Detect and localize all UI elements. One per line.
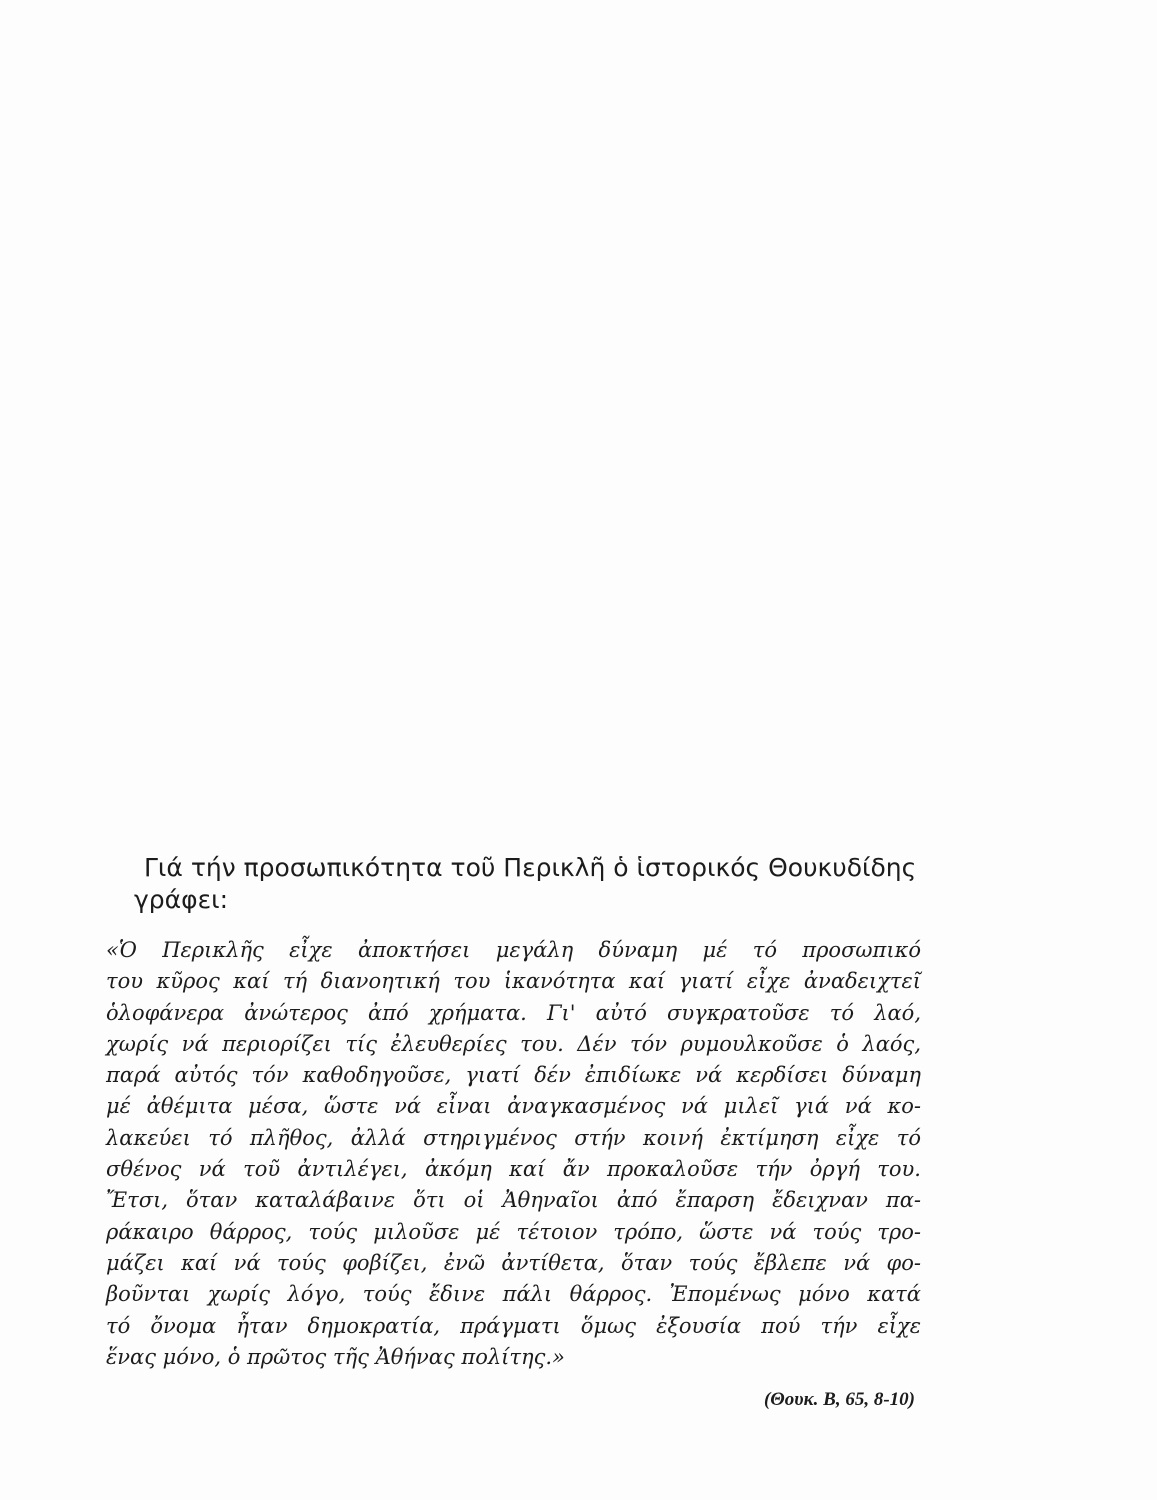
quote-line: του κῦρος καί τή διανοητική του ἱκανότητα καί γιατί εἶχε ἀναδειχτεῖ (106, 969, 921, 994)
quote-line: ράκαιρο θάρρος, τούς μιλοῦσε μέ τέτοιον τρόπο, ὥστε νά τούς τρο- (106, 1219, 921, 1244)
quote-line: «Ὁ Περικλῆς εἶχε ἀποκτήσει μεγάλη δύναμη μέ τό προσωπικό (106, 938, 921, 962)
thucydides-quote (106, 935, 921, 1373)
quote-line: χωρίς νά περιορίζει τίς ἐλευθερίες του. Δέν τόν ρυμουλκοῦσε ὁ λαός, (106, 1031, 921, 1056)
citation: (Θουκ. Β, 65, 8-10) (763, 1389, 915, 1410)
quote-line: μάζει καί νά τούς φοβίζει, ἐνῶ ἀντίθετα, ὅταν τούς ἔβλεπε νά φο- (106, 1250, 921, 1275)
intro-paragraph: Γιά τήν προσωπικότητα τοῦ Περικλῆ ὁ ἱστορικός Θουκυδίδης γράφει: (134, 853, 917, 914)
quote-line: τό ὄνομα ἦταν δημοκρατία, πράγματι ὅμως ἐξουσία πού τήν εἶχε (106, 1313, 921, 1338)
quote-line: βοῦνται χωρίς λόγο, τούς ἔδινε πάλι θάρρος. Ἐπομένως μόνο κατά (106, 1282, 921, 1307)
quote-line: ὁλοφάνερα ἀνώτερος ἀπό χρήματα. Γι' αὐτό συγκρατοῦσε τό λαό, (106, 1000, 921, 1025)
quote-line: ἕνας μόνο, ὁ πρῶτος τῆς Ἀθήνας πολίτης.» (106, 1344, 565, 1369)
quote-line: σθένος νά τοῦ ἀντιλέγει, ἀκόμη καί ἄν προκαλοῦσε τήν ὀργή του. (106, 1157, 921, 1182)
quote-line: παρά αὐτός τόν καθοδηγοῦσε, γιατί δέν ἐπιδίωκε νά κερδίσει δύναμη (106, 1063, 921, 1088)
quote-line: μέ ἀθέμιτα μέσα, ὥστε νά εἶναι ἀναγκασμένος νά μιλεῖ γιά νά κο- (106, 1094, 921, 1119)
quote-line: Ἔτσι, ὅταν καταλάβαινε ὅτι οἱ Ἀθηναῖοι ἀπό ἔπαρση ἔδειχναν πα- (106, 1188, 921, 1213)
quote-line: λακεύει τό πλῆθος, ἀλλά στηριγμένος στήν κοινή ἐκτίμηση εἶχε τό (106, 1125, 921, 1150)
